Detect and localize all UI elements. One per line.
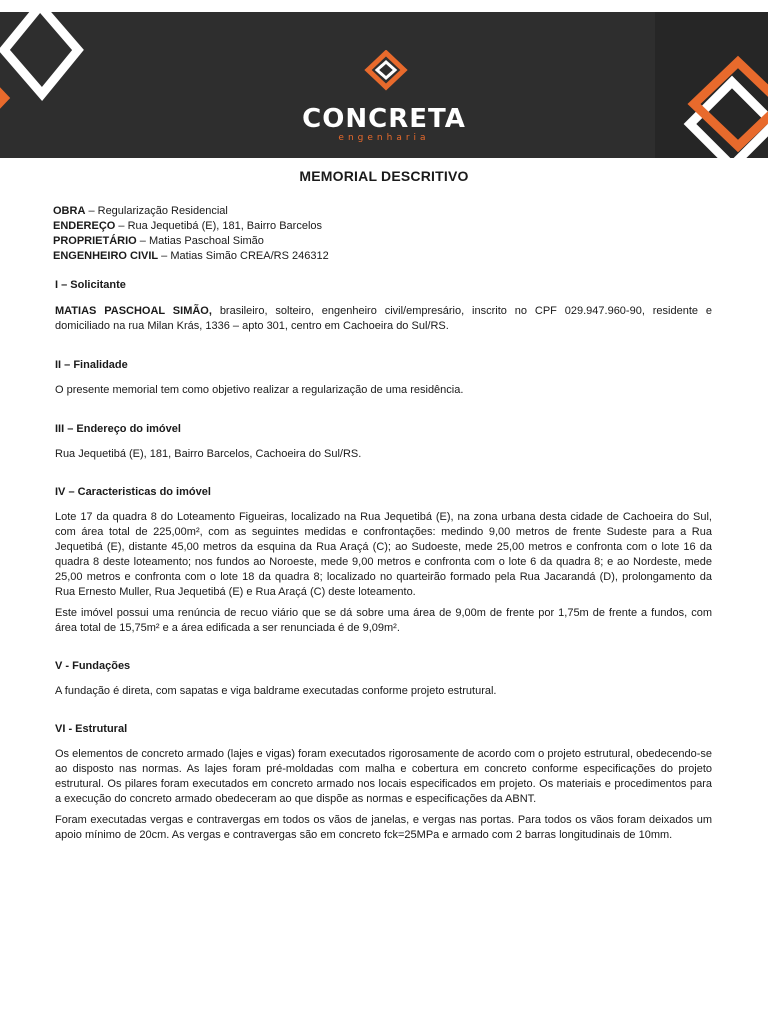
section-title-solicitante: I – Solicitante: [55, 279, 126, 291]
section-title-estrutural: VI - Estrutural: [55, 723, 128, 735]
proprietario-label: PROPRIETÁRIO: [53, 235, 137, 247]
endereco-label: ENDEREÇO: [53, 220, 116, 232]
estrutural-paragraph-2: Foram executadas vergas e contravergas em todos os vãos de janelas, e vergas nas portas. Para todos os vãos foram deixados um apoio mínimo de 20cm. As vergas e contravergas são em concreto fck=25MPa e armado com 2 barras longitudinais de 10mm.: [55, 814, 712, 841]
endereco-value: – Rua Jequetibá (E), 181, Bairro Barcelos: [115, 220, 323, 232]
obra-label: OBRA: [53, 205, 86, 217]
engenheiro-value: – Matias Simão CREA/RS 246312: [158, 250, 329, 262]
document-body: [55, 278, 712, 843]
caracteristicas-paragraph-2: Este imóvel possui uma renúncia de recuo viário que se dá sobre uma área de 9,00m de frente por 1,75m de frente a fundos, com área total de 15,75m² e a área edificada a ser renunciada é de 9,09m².: [55, 607, 712, 634]
project-info: [53, 204, 329, 264]
obra-value: – Regularização Residencial: [85, 205, 228, 217]
section-title-endereco: III – Endereço do imóvel: [55, 423, 181, 435]
top-margin: [0, 0, 768, 12]
solicitante-paragraph: [55, 304, 712, 334]
brand-subtitle: engenharia: [338, 133, 430, 143]
info-row-endereco: [53, 219, 329, 234]
section-title-finalidade: II – Finalidade: [55, 359, 128, 371]
section-title-fundacoes: V - Fundações: [55, 660, 131, 672]
fundacoes-paragraph: A fundação é direta, com sapatas e viga baldrame executadas conforme projeto estrutural.: [55, 685, 497, 697]
info-row-engenheiro: [53, 249, 329, 264]
caracteristicas-paragraph-1: Lote 17 da quadra 8 do Loteamento Figueiras, localizado na Rua Jequetibá (E), na zona urbana desta cidade de Cachoeira do Sul, com área total de 225,00m², com as seguintes medidas e confrontações: medindo 9,00 metros de frente Sudeste para a Rua Jequetibá (E), distante 45,00 metros da esquina da Rua Araçá (C); ao Sudoeste, mede 25,00 metros e confronta com o lote 16 da quadra 8 deste loteamento; nos fundos ao Noroeste, mede 9,00 metros e confronta com o lote 6 da quadra 8; e ao Nordeste, mede 25,00 metros e confronta com o lote 18 da quadra 8; localizado no quarteirão formado pela Rua Jacarandá (D), prolongamento da Rua Ernesto Muller, Rua Jequetibá (E) e Rua Araçá (C) deste loteamento.: [55, 511, 712, 598]
proprietario-value: – Matias Paschoal Simão: [136, 235, 264, 247]
brand-name: CONCRETA: [302, 104, 466, 134]
section-title-caracteristicas: IV – Caracteristicas do imóvel: [55, 486, 211, 498]
header-banner: [0, 12, 768, 158]
estrutural-paragraph-1: Os elementos de concreto armado (lajes e vigas) foram executados rigorosamente de acordo com o projeto estrutural, obedecendo-se ao disposto nas normas. As lajes foram pré-moldadas com malha e cobertura em concreto conforme especificações do projeto estrutural. Os pilares foram executados em concreto armado nos locais especificados em projeto. Os materiais e procedimentos para a execução do concreto armado obedeceram ao que dispõe as normas e especificações da ABNT.: [55, 748, 712, 805]
document-title: MEMORIAL DESCRITIVO: [299, 168, 469, 184]
info-row-proprietario: [53, 234, 329, 249]
solicitante-text: brasileiro, solteiro, engenheiro civil/empresário, inscrito no CPF 029.947.960-90, residente e domiciliado na rua Milan Krás, 1336 – apto 301, centro em Cachoeira do Sul/RS.: [55, 305, 713, 332]
endereco-paragraph: Rua Jequetibá (E), 181, Bairro Barcelos, Cachoeira do Sul/RS.: [55, 448, 362, 460]
concreta-logo-icon: [360, 50, 412, 94]
solicitante-name: MATIAS PASCHOAL SIMÃO,: [55, 305, 212, 317]
engenheiro-label: ENGENHEIRO CIVIL: [53, 250, 159, 262]
finalidade-paragraph: O presente memorial tem como objetivo realizar a regularização de uma residência.: [55, 384, 464, 396]
info-row-obra: [53, 204, 329, 219]
right-diamond-decoration: [670, 12, 768, 158]
